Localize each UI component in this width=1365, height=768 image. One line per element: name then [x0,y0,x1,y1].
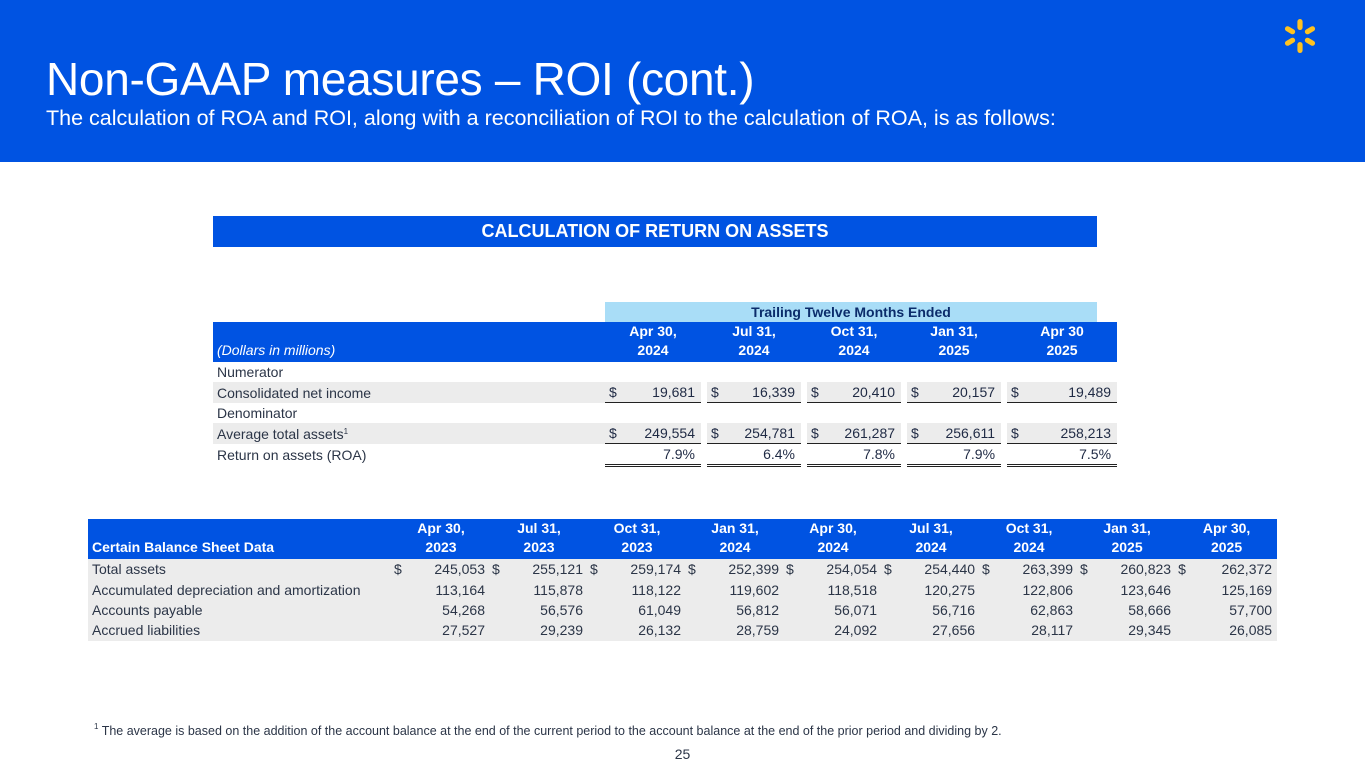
units-label: (Dollars in millions) [217,342,336,358]
balance-col-header: Apr 30, 2025 [1202,520,1251,555]
net-income-label: Consolidated net income [213,382,605,403]
table-row: Return on assets (ROA) 7.9% 6.4% 7.8% 7.9% 7.5% [213,444,1117,466]
table-row: Average total assets$^1$ $ 249,554 $ 254,781 $ 261,287 $ 256,611 $ 258,213 [213,423,1117,444]
denominator-label: Denominator [217,405,298,422]
balance-col-header: Jul 31, 2024 [909,520,953,555]
table-row: Accumulated depreciation and amortization 113,164 115,878 118,122 119,602 118,518 120,275 122,806 123,646 125,169 [88,579,1277,599]
balance-col-header: Oct 31, 2024 [1005,520,1053,555]
numerator-label: Numerator [217,364,284,381]
average-assets-label: Average total assets$^1$ [213,423,605,444]
roa-section-banner: CALCULATION OF RETURN ON ASSETS [213,216,1097,247]
roa-col-header: Oct 31, 2024 [830,323,878,358]
table-row [213,362,1117,382]
balance-col-header: Apr 30, 2023 [417,520,465,555]
balance-col-header: Jan 31, 2024 [711,520,759,555]
balance-col-header: Jan 31, 2025 [1103,520,1151,555]
footnote: $^1$ The average is based on the addition of the account balance at the end of the current period to the account balance at the end of the prior period and dividing by 2. [94,722,1002,738]
page-number: 25 [674,746,691,762]
balance-col-header: Jul 31, 2023 [517,520,561,555]
roa-table [213,322,1117,467]
table-row: Accrued liabilities 27,527 29,239 26,132 28,759 24,092 27,656 28,117 29,345 26,085 [88,620,1277,640]
balance-header-row [88,519,1277,559]
balance-col-header: Apr 30, 2024 [809,520,857,555]
page-subtitle: The calculation of ROA and ROI, along with a reconciliation of ROI to the calculation of ROA, is as follows: [46,106,1056,130]
balance-sheet-table [88,519,1277,641]
page-title: Non-GAAP measures – ROI (cont.) [46,53,755,105]
table-row: Consolidated net income $ 19,681 $ 16,339 $ 20,410 $ 20,157 $ 19,489 [213,382,1117,403]
balance-col-header: Oct 31, 2023 [613,520,661,555]
roa-col-header: Apr 30 2025 [1040,323,1084,358]
roa-col-header: Jan 31, 2025 [930,323,978,358]
table-row [213,403,1117,423]
walmart-spark-icon [1282,18,1318,54]
roa-header-row [213,322,1117,362]
table-row: Total assets $ 245,053 $ 255,121 $ 259,174 $ 252,399 $ 254,054 $ 254,440 $ 263,399 $ 260,823 $ 262,372 [88,559,1277,579]
roa-label: Return on assets (ROA) [217,446,367,463]
roa-col-header: Apr 30, 2024 [629,323,677,358]
roa-col-header: Jul 31, 2024 [732,323,776,358]
trailing-twelve-months-band: Trailing Twelve Months Ended [605,302,1097,322]
balance-header-label: Certain Balance Sheet Data [92,539,275,555]
table-row: Accounts payable 54,268 56,576 61,049 56,812 56,071 56,716 62,863 58,666 57,700 [88,600,1277,620]
